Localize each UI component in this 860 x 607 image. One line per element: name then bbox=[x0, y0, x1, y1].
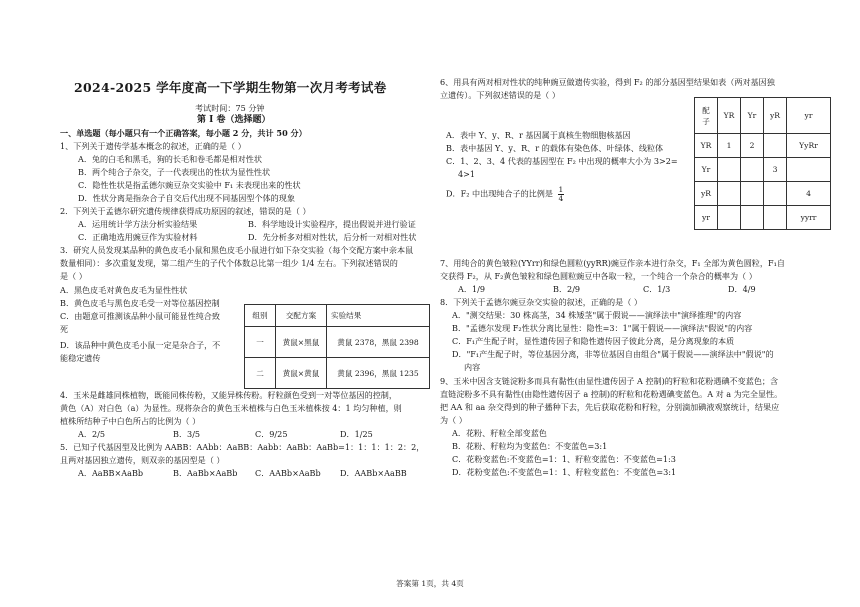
q6-cell: yyrr bbox=[787, 206, 831, 230]
table-row bbox=[695, 206, 831, 230]
q2-option-b: B．科学地设计实验程序，提出假说并进行验证 bbox=[248, 219, 416, 229]
fraction-denominator: 4 bbox=[558, 194, 564, 203]
q5-option-a: A．AaBB×AaBb bbox=[78, 468, 144, 478]
q6-option-d-text: D．F₂ 中出现纯合子的比例是 bbox=[446, 188, 553, 199]
q5-option-b: B．AaBb×AaBb bbox=[173, 468, 238, 478]
corner-bottom: 子 bbox=[702, 116, 710, 126]
section-heading: 一、单选题（每小题只有一个正确答案，每小题 2 分，共计 50 分） bbox=[60, 128, 307, 138]
question-2: 2．下列关于孟德尔研究遗传规律获得成功原因的叙述，错误的是（ ） bbox=[60, 206, 311, 216]
q3-table-cell: 黄鼠 2378，黑鼠 2398 bbox=[327, 327, 430, 358]
q6-cell bbox=[718, 158, 741, 182]
q3-table-cell: 一 bbox=[245, 327, 276, 358]
fraction-numerator: 1 bbox=[558, 185, 564, 194]
q5-option-d: D．AABb×AaBB bbox=[340, 468, 407, 478]
q2-option-d: D．先分析多对相对性状，后分析一对相对性状 bbox=[248, 232, 417, 242]
question-4-line-1: 4．玉米是雌雄同株植物，既能同株传粉，又能异株传粉。籽粒颜色受到一对等位基因的控制， bbox=[60, 390, 397, 400]
q6-cell bbox=[741, 206, 764, 230]
q3-table-cell: 黄鼠 2396，黑鼠 1235 bbox=[327, 358, 430, 389]
question-6-line-1: 6、用具有两对相对性状的纯种豌豆做遗传实验，得到 F₂ 的部分基因型结果如表（两对基因独 bbox=[440, 77, 775, 87]
q7-option-b: B．2/9 bbox=[553, 284, 581, 294]
q9-option-d: D．花粉变蓝色:不变蓝色=1：1、籽粒变蓝色：不变蓝色=3:1 bbox=[452, 467, 677, 477]
q6-genotype-table bbox=[694, 97, 831, 230]
q3-table-cell: 黄鼠×黄鼠 bbox=[276, 358, 327, 389]
q2-option-a: A．运用统计学方法分析实验结果 bbox=[78, 219, 198, 229]
q9-option-b: B．花粉、籽粒均为变蓝色：不变蓝色=3:1 bbox=[452, 441, 608, 451]
q3-table-header: 交配方案 bbox=[276, 305, 327, 327]
q6-option-b: B．表中基因 Y、y、R、r 的载体有染色体、叶绿体、线粒体 bbox=[446, 143, 664, 153]
q6-cell bbox=[718, 182, 741, 206]
q7-option-c: C．1/3 bbox=[643, 284, 671, 294]
q9-option-a: A．花粉、籽粒全部变蓝色 bbox=[452, 428, 547, 438]
q9-option-c: C．花粉变蓝色:不变蓝色=1：1、籽粒变蓝色：不变蓝色=1:3 bbox=[452, 454, 676, 464]
q6-col-header: yr bbox=[787, 98, 831, 134]
q3-option-c: C．由题意可推测该品种小鼠可能显性纯合致 bbox=[60, 311, 220, 321]
page-footer: 答案第 1页，共 4页 bbox=[396, 579, 464, 588]
table-row bbox=[695, 158, 831, 182]
q6-row-header: Yr bbox=[695, 158, 718, 182]
q6-cell bbox=[741, 158, 764, 182]
q3-option-b: B．黄色皮毛与黑色皮毛受一对等位基因控制 bbox=[60, 298, 220, 308]
question-5-line-2: 且两对基因独立遗传，则双亲的基因型是（ ） bbox=[60, 455, 225, 465]
q3-table bbox=[244, 304, 430, 389]
q4-option-c: C．9/25 bbox=[255, 429, 288, 439]
q8-option-b: B．"孟德尔发现 F₂性状分离比显性：隐性=3：1"属于假说——演绎法"假说"的内容 bbox=[452, 323, 753, 333]
q4-option-b: B．3/5 bbox=[173, 429, 201, 439]
q3-table-cell: 二 bbox=[245, 358, 276, 389]
q5-option-c: C．AABb×AaBb bbox=[255, 468, 321, 478]
q3-option-c-cont: 死 bbox=[60, 324, 69, 334]
question-9-line-3: 把 AA 和 aa 杂交得到的种子播种下去，先后获取花粉和籽粒，分别滴加碘液观察统计，结果应 bbox=[440, 402, 780, 412]
q7-option-d: D．4/9 bbox=[728, 284, 756, 294]
q3-option-d-cont: 能稳定遗传 bbox=[60, 353, 101, 363]
q6-cell: 3 bbox=[764, 158, 787, 182]
q6-option-a: A．表中 Y、y、R、r 基因属于真核生物细胞核基因 bbox=[446, 130, 631, 140]
q6-option-d bbox=[446, 186, 564, 203]
table-row bbox=[245, 358, 430, 389]
question-9-line-2: 直链淀粉多不具有黏性(由隐性遗传因子 a 控制)的籽粒和花粉遇碘变蓝色。A 对 a 为完全显性。 bbox=[440, 389, 783, 399]
q6-cell bbox=[787, 158, 831, 182]
q6-cell: YyRr bbox=[787, 134, 831, 158]
q6-row-header: yR bbox=[695, 182, 718, 206]
q8-option-d-cont: 内容 bbox=[464, 362, 481, 372]
q6-option-c: C．1、2、3、4 代表的基因型在 F₂ 中出现的概率大小为 3>2= bbox=[446, 156, 678, 166]
question-3-line-2: 数量相同）：多次重复发现，第二组产生的子代个体数总比第一组少 1/4 左右。下列叙述错误的 bbox=[60, 258, 398, 268]
exam-time: 考试时间：75 分钟 bbox=[195, 103, 265, 113]
q6-table-corner bbox=[695, 98, 718, 134]
question-4-line-2: 黄色（A）对白色（a）为显性。现将杂合的黄色玉米植株与白色玉米植株按 4：1 均匀种植，则 bbox=[60, 403, 402, 413]
q8-option-a: A．"测交结果：30 株高茎，34 株矮茎"属于假说——演绎法中"演绎推理"的内容 bbox=[452, 310, 742, 320]
q6-col-header: Yr bbox=[741, 98, 764, 134]
q1-option-d: D．性状分离是指杂合子自交后代出现不同基因型个体的现象 bbox=[78, 193, 295, 203]
q3-table-header: 组别 bbox=[245, 305, 276, 327]
q6-col-header: yR bbox=[764, 98, 787, 134]
q1-option-b: B．两个纯合子杂交，子一代表现出的性状为显性性状 bbox=[78, 167, 271, 177]
volume-heading: 第 I 卷（选择题） bbox=[197, 115, 271, 125]
q6-row-header: yr bbox=[695, 206, 718, 230]
q8-option-d: D．"F₁产生配子时，等位基因分离，非等位基因自由组合"属于假说——演绎法中"假说"的 bbox=[452, 349, 774, 359]
q3-table-cell: 黄鼠×黑鼠 bbox=[276, 327, 327, 358]
q4-option-a: A．2/5 bbox=[78, 429, 105, 439]
q3-option-d: D．该品种中黄色皮毛小鼠一定是杂合子，不 bbox=[60, 340, 221, 350]
question-9-line-1: 9、玉米中因含支链淀粉多而具有黏性(由显性遗传因子 A 控制)的籽粒和花粉遇碘不变蓝色；含 bbox=[440, 376, 779, 386]
question-7-line-2: 交获得 F₂，从 F₂黄色皱粒和绿色圆粒豌豆中各取一粒，一个纯合一个杂合的概率为（ ） bbox=[440, 271, 757, 281]
table-row bbox=[245, 327, 430, 358]
q7-option-a: A．1/9 bbox=[458, 284, 485, 294]
q6-cell bbox=[764, 134, 787, 158]
q6-cell bbox=[764, 206, 787, 230]
question-3-line-3: 是（ ） bbox=[60, 271, 87, 281]
q6-cell bbox=[718, 206, 741, 230]
table-row bbox=[695, 182, 831, 206]
q6-cell bbox=[764, 182, 787, 206]
q6-cell: 4 bbox=[787, 182, 831, 206]
q1-option-c: C．隐性性状是指孟德尔豌豆杂交实验中 F₁ 未表现出来的性状 bbox=[78, 180, 301, 190]
corner-top: 配 bbox=[702, 105, 710, 115]
question-7-line-1: 7、用纯合的黄色皱粒(YYrr)和绿色圆粒(yyRR)豌豆作亲本进行杂交，F₁ 全部为黄色圆粒，F₁自 bbox=[440, 258, 785, 268]
q8-option-c: C．F₁产生配子时，显性遗传因子和隐性遗传因子彼此分离，是分离现象的本质 bbox=[452, 336, 735, 346]
q3-option-a: A．黑色皮毛对黄色皮毛为显性性状 bbox=[60, 285, 188, 295]
q6-fraction bbox=[558, 186, 565, 203]
q3-table-header: 实验结果 bbox=[327, 305, 430, 327]
question-3-line-1: 3．研究人员发现某品种的黄色皮毛小鼠和黑色皮毛小鼠进行如下杂交实验（每个交配方案中亲本鼠 bbox=[60, 245, 414, 255]
table-row bbox=[695, 134, 831, 158]
q6-option-c-cont: 4>1 bbox=[458, 169, 476, 179]
question-1: 1、下列关于遗传学基本概念的叙述，正确的是（ ） bbox=[60, 141, 246, 151]
exam-title: 2024-2025 学年度高一下学期生物第一次月考考试卷 bbox=[74, 80, 387, 95]
q1-option-a: A．兔的白毛和黑毛，狗的长毛和卷毛都是相对性状 bbox=[78, 154, 262, 164]
question-6-line-2: 立遗传）。下列叙述错误的是（ ） bbox=[440, 90, 560, 100]
q2-option-c: C．正确地选用豌豆作为实验材料 bbox=[78, 232, 198, 242]
q6-cell: 1 bbox=[718, 134, 741, 158]
q6-col-header: YR bbox=[718, 98, 741, 134]
question-8: 8．下列关于孟德尔豌豆杂交实验的叙述，正确的是（ ） bbox=[440, 297, 642, 307]
q6-row-header: YR bbox=[695, 134, 718, 158]
question-5-line-1: 5．已知子代基因型及比例为 AABB：AAbb：AaBB：Aabb：AaBb：AaBb=1：1：1：1：2：2， bbox=[60, 442, 425, 452]
q6-cell: 2 bbox=[741, 134, 764, 158]
question-4-line-3: 植株所结种子中白色所占的比例为（ ） bbox=[60, 416, 201, 426]
q6-cell bbox=[741, 182, 764, 206]
q4-option-d: D．1/25 bbox=[340, 429, 373, 439]
question-9-line-4: 为（ ） bbox=[440, 415, 467, 425]
